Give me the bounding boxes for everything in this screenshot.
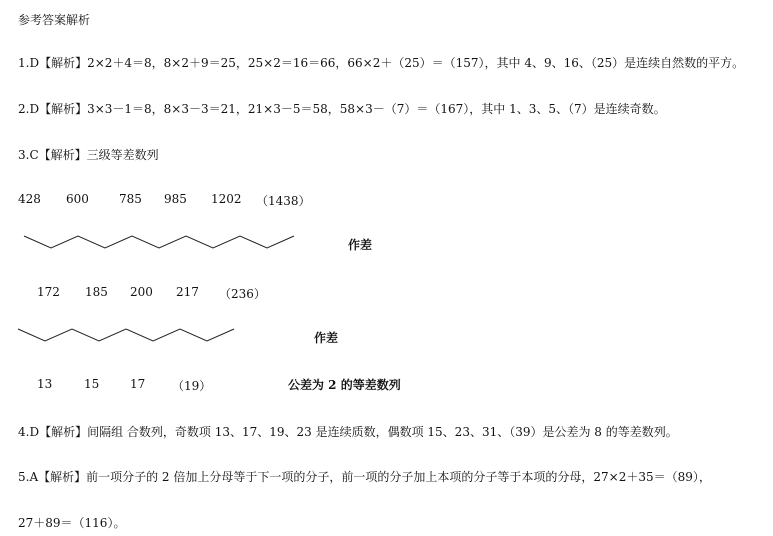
seq3-term-3: 17 (130, 377, 146, 391)
seq2-term-2: 185 (85, 285, 108, 299)
seq1-term-6: （1438） (256, 194, 311, 208)
answer-1: 1.D【解析】2×2＋4＝8，8×2＋9＝25，25×2＝16＝66，66×2＋（25）＝（157），其中 4、9、16、（25）是连续自然数的平方。 (18, 56, 745, 70)
page-title: 参考答案解析 (18, 13, 91, 27)
conclusion-label: 公差为 2 的等差数列 (288, 378, 401, 392)
seq3-term-1: 13 (37, 377, 53, 391)
seq2-term-1: 172 (37, 285, 60, 299)
seq1-term-4: 985 (164, 192, 187, 206)
answer-4: 4.D【解析】间隔组 合数列，奇数项 13、17、19、23 是连续质数，偶数项 15、23、31、（39）是公差为 8 的等差数列。 (18, 425, 678, 439)
seq1-term-5: 1202 (211, 192, 242, 206)
answer-5-cont: 27＋89＝（116）。 (18, 516, 126, 530)
answer-3: 3.C【解析】三级等差数列 (18, 148, 159, 162)
seq1-term-2: 600 (66, 192, 89, 206)
seq2-term-4: 217 (176, 285, 199, 299)
difference-zigzag-2 (18, 327, 248, 347)
diff-label-1: 作差 (348, 238, 373, 252)
diff-label-2: 作差 (314, 331, 339, 345)
answer-2: 2.D【解析】3×3－1＝8，8×3－3＝21，21×3－5＝58，58×3－（7）＝（167），其中 1、3、5、（7）是连续奇数。 (18, 102, 666, 116)
seq3-term-4: （19） (172, 379, 212, 393)
seq1-term-3: 785 (119, 192, 142, 206)
seq2-term-3: 200 (130, 285, 153, 299)
seq1-term-1: 428 (18, 192, 41, 206)
seq3-term-2: 15 (84, 377, 100, 391)
answer-5: 5.A【解析】前一项分子的 2 倍加上分母等于下一项的分子，前一项的分子加上本项的分子等于本项的分母，27×2＋35＝（89）， (18, 470, 711, 484)
seq2-term-5: （236） (219, 287, 266, 301)
difference-zigzag-1 (24, 234, 304, 254)
